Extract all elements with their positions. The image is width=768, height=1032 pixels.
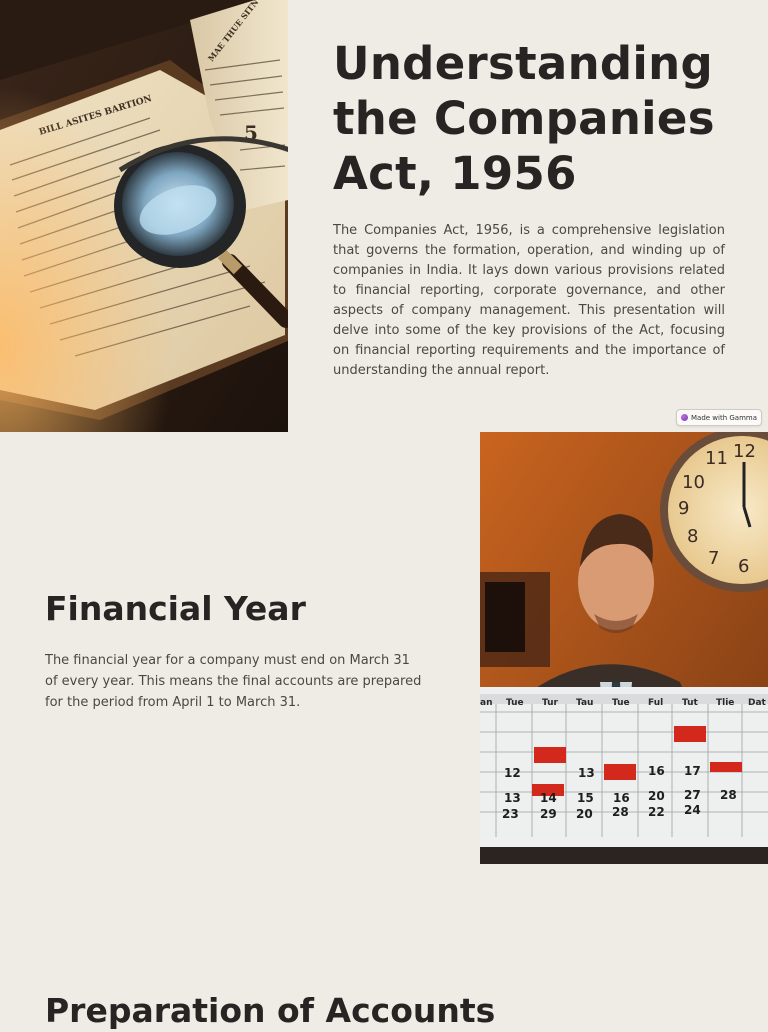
cal-day-0: an bbox=[480, 698, 493, 708]
cal-r2-c2: 15 bbox=[577, 791, 594, 805]
financial-year-image bbox=[480, 432, 768, 864]
title-section bbox=[333, 36, 725, 381]
cal-r3-c0: 23 bbox=[502, 807, 519, 821]
cal-r2-c0: 13 bbox=[504, 791, 521, 805]
cal-r2-c4: 20 bbox=[648, 789, 665, 803]
cal-r3-c1: 29 bbox=[540, 807, 557, 821]
hero-image bbox=[0, 0, 288, 432]
financial-year-title: Financial Year bbox=[45, 589, 306, 628]
cal-r1-c3: 17 bbox=[684, 764, 701, 778]
clock-num-12: 12 bbox=[733, 441, 756, 462]
financial-year-section bbox=[45, 588, 425, 713]
cal-r3-c5: 24 bbox=[684, 803, 701, 817]
financial-year-paragraph: The financial year for a company must end on March 31 of every year. This means the final accounts are prepared for the period from April 1 to March 31. bbox=[45, 653, 422, 710]
cal-day-4: Tue bbox=[612, 698, 630, 708]
cal-r3-c3: 28 bbox=[612, 805, 629, 819]
accounts-title: Preparation of Accounts bbox=[45, 991, 496, 1030]
made-with-gamma-badge[interactable] bbox=[676, 409, 762, 426]
cal-r1-c0: 12 bbox=[504, 766, 521, 780]
cal-r3-c4: 22 bbox=[648, 805, 665, 819]
accounts-section bbox=[45, 990, 745, 1032]
cal-day-2: Tur bbox=[542, 698, 558, 708]
cal-day-7: Tlie bbox=[716, 698, 735, 708]
gamma-logo-icon bbox=[681, 414, 688, 421]
cal-r2-c1: 14 bbox=[540, 791, 557, 805]
cal-r2-c5: 27 bbox=[684, 788, 701, 802]
cal-r3-c2: 20 bbox=[576, 807, 593, 821]
page-title bbox=[333, 36, 725, 201]
cal-r1-c1: 13 bbox=[578, 766, 595, 780]
book-magnifier-illustration bbox=[0, 0, 288, 432]
cal-day-8: Dat bbox=[748, 698, 766, 708]
clock-num-10: 10 bbox=[682, 472, 705, 493]
clock-num-6: 6 bbox=[738, 556, 750, 577]
cal-r1-c2: 16 bbox=[648, 764, 665, 778]
clock-num-8: 8 bbox=[687, 526, 699, 547]
badge-label: Made with Gamma bbox=[690, 413, 758, 422]
cal-r2-c3: 16 bbox=[613, 791, 630, 805]
cal-day-1: Tue bbox=[506, 698, 524, 708]
cal-r2-c6: 28 bbox=[720, 788, 737, 802]
title-line-1: Understanding bbox=[333, 37, 713, 90]
clock-num-11: 11 bbox=[705, 448, 728, 469]
cal-day-5: Ful bbox=[648, 698, 664, 708]
man-calendar-illustration bbox=[480, 432, 768, 864]
cal-day-6: Tut bbox=[682, 698, 698, 708]
title-line-3: Act, 1956 bbox=[333, 147, 577, 200]
clock-num-9: 9 bbox=[678, 498, 690, 519]
cal-day-3: Tau bbox=[576, 698, 594, 708]
intro-paragraph: The Companies Act, 1956, is a comprehensive legislation that governs the formation, operation, and winding up of companies in India. It lays down various provisions related to financial reporting, corporate governance, and other aspects of company management. This presentation will delve into some of the key provisions of the Act, focusing on financial reporting requirements and the importance of understanding the annual report. bbox=[333, 223, 725, 378]
title-line-2: the Companies bbox=[333, 92, 715, 145]
clock-num-7: 7 bbox=[708, 548, 720, 569]
